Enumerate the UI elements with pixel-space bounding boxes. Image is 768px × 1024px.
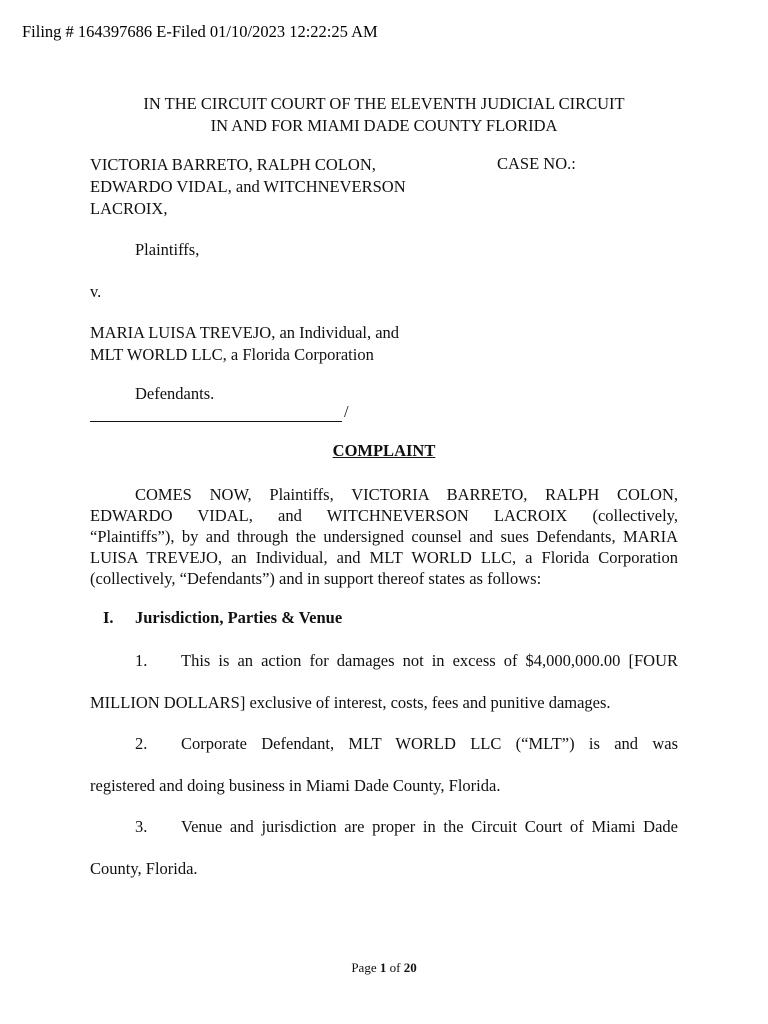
- court-line-2: IN AND FOR MIAMI DADE COUNTY FLORIDA: [210, 116, 558, 135]
- plaintiffs-label: Plaintiffs,: [135, 240, 200, 259]
- section-title: Jurisdiction, Parties & Venue: [135, 608, 343, 627]
- plaintiffs-line: LACROIX,: [90, 199, 168, 218]
- defendants-line: MARIA LUISA TREVEJO, an Individual, and: [90, 323, 400, 342]
- paragraph-text: Venue and jurisdiction are proper in the Circuit Court of Miami Dade: [181, 817, 678, 836]
- intro-paragraph: [90, 484, 678, 589]
- paragraph-3-cont: [90, 858, 678, 879]
- intro-line: EDWARDO VIDAL, and WITCHNEVERSON LACROIX (collectively,: [90, 506, 678, 525]
- page-word: Page: [351, 960, 377, 975]
- paragraph-number: 3.: [135, 817, 148, 836]
- paragraph-line: [90, 733, 678, 754]
- plaintiffs-names: [90, 154, 406, 220]
- section-numeral: I.: [103, 608, 114, 627]
- paragraph-line: registered and doing business in Miami Dade County, Florida.: [90, 776, 501, 795]
- paragraph-3: [90, 816, 678, 837]
- paragraph-line: MILLION DOLLARS] exclusive of interest, costs, fees and punitive damages.: [90, 693, 611, 712]
- filing-header: Filing # 164397686 E-Filed 01/10/2023 12:22:25 AM: [22, 22, 378, 41]
- caption-slash: /: [344, 402, 349, 421]
- court-line-1: IN THE CIRCUIT COURT OF THE ELEVENTH JUDICIAL CIRCUIT: [143, 94, 625, 113]
- paragraph-1: [90, 650, 678, 671]
- paragraph-line: County, Florida.: [90, 859, 198, 878]
- defendants-label: Defendants.: [135, 384, 215, 403]
- intro-line: COMES NOW, Plaintiffs, VICTORIA BARRETO, RALPH COLON,: [135, 485, 678, 504]
- paragraph-text: Corporate Defendant, MLT WORLD LLC (“MLT”) is and was: [181, 734, 678, 753]
- plaintiffs-line: VICTORIA BARRETO, RALPH COLON,: [90, 155, 376, 174]
- paragraph-text: This is an action for damages not in excess of $4,000,000.00 [FOUR: [181, 651, 678, 670]
- paragraph-number: 2.: [135, 734, 148, 753]
- caption-signature-line: [90, 402, 349, 422]
- section-heading: [103, 608, 343, 628]
- intro-line: “Plaintiffs”), by and through the undersigned counsel and sues Defendants, MARIA: [90, 527, 678, 546]
- page-current: 1: [379, 960, 387, 975]
- paragraph-1-cont: [90, 692, 678, 713]
- paragraph-line: [90, 650, 678, 671]
- paragraph-line: [90, 816, 678, 837]
- page-total: 20: [403, 960, 417, 975]
- case-number-label: CASE NO.:: [497, 154, 576, 173]
- paragraph-2-cont: [90, 775, 678, 796]
- paragraph-number: 1.: [135, 651, 148, 670]
- page-footer: [0, 960, 768, 976]
- document-title: COMPLAINT: [332, 441, 436, 460]
- defendants-line: MLT WORLD LLC, a Florida Corporation: [90, 345, 374, 364]
- plaintiffs-line: EDWARDO VIDAL, and WITCHNEVERSON: [90, 177, 406, 196]
- caption-rule: [90, 405, 342, 422]
- versus-label: v.: [90, 282, 102, 301]
- intro-line: (collectively, “Defendants”) and in support thereof states as follows:: [90, 569, 542, 588]
- paragraph-2: [90, 733, 678, 754]
- intro-line: LUISA TREVEJO, an Individual, and MLT WORLD LLC, a Florida Corporation: [90, 548, 678, 567]
- court-heading: [0, 93, 768, 137]
- defendants-names: [90, 322, 399, 366]
- of-word: of: [389, 960, 401, 975]
